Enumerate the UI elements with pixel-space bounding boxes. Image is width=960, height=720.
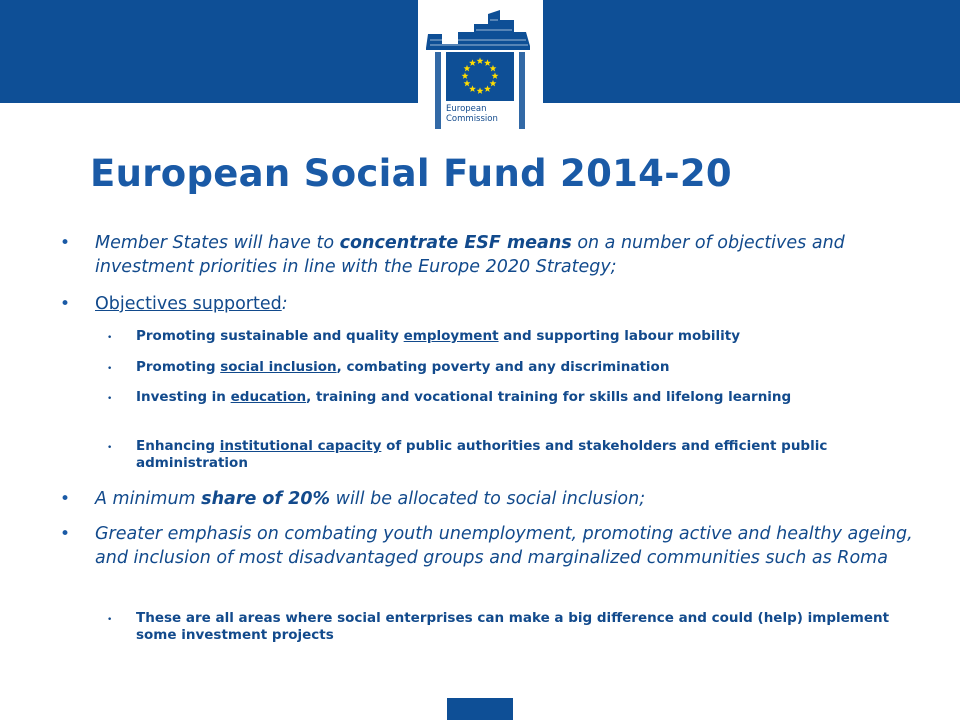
sub-bullet-institutional-capacity: Enhancing institutional capacity of public authorities and stakeholders and efficient public administration [136,438,828,471]
bullet-icon: • [60,233,71,253]
bullet-icon: • [60,524,71,544]
sub-bullet-icon: • [107,443,113,453]
bullet-concentrate: Member States will have to concentrate ESF means on a number of objectives and investment priorities in line with the Europe 2020 Strategy; [95,233,845,277]
sub-bullet-education: Investing in education, training and vocational training for skills and lifelong learning [136,389,792,405]
sub-bullet-social-enterprises: These are all areas where social enterprises can make a big difference and could (help) implement some investment projects [136,610,890,643]
footer-tab [447,698,513,720]
bullet-objectives: Objectives supported: [95,294,288,314]
logo-text-line1: European [446,104,487,114]
sub-bullet-icon: • [107,333,113,343]
bullet-icon: • [60,489,71,509]
sub-bullet-icon: • [107,394,113,404]
logo-text [446,104,498,124]
sub-bullet-icon: • [107,615,113,625]
sub-bullet-social-inclusion: Promoting social inclusion, combating poverty and any discrimination [136,359,670,375]
bullet-minimum-share: A minimum share of 20% will be allocated to social inclusion; [95,489,646,509]
logo-text-line2: Commission [446,114,498,124]
bullet-greater-emphasis: Greater emphasis on combating youth unemployment, promoting active and healthy ageing, and inclusion of most disadvantaged groups and marginalized communities such as Roma [95,524,913,568]
european-commission-logo [418,0,543,135]
page-title: European Social Fund 2014-20 [90,152,732,195]
sub-bullet-icon: • [107,364,113,374]
bullet-icon: • [60,294,71,314]
sub-bullet-employment: Promoting sustainable and quality employment and supporting labour mobility [136,328,741,344]
